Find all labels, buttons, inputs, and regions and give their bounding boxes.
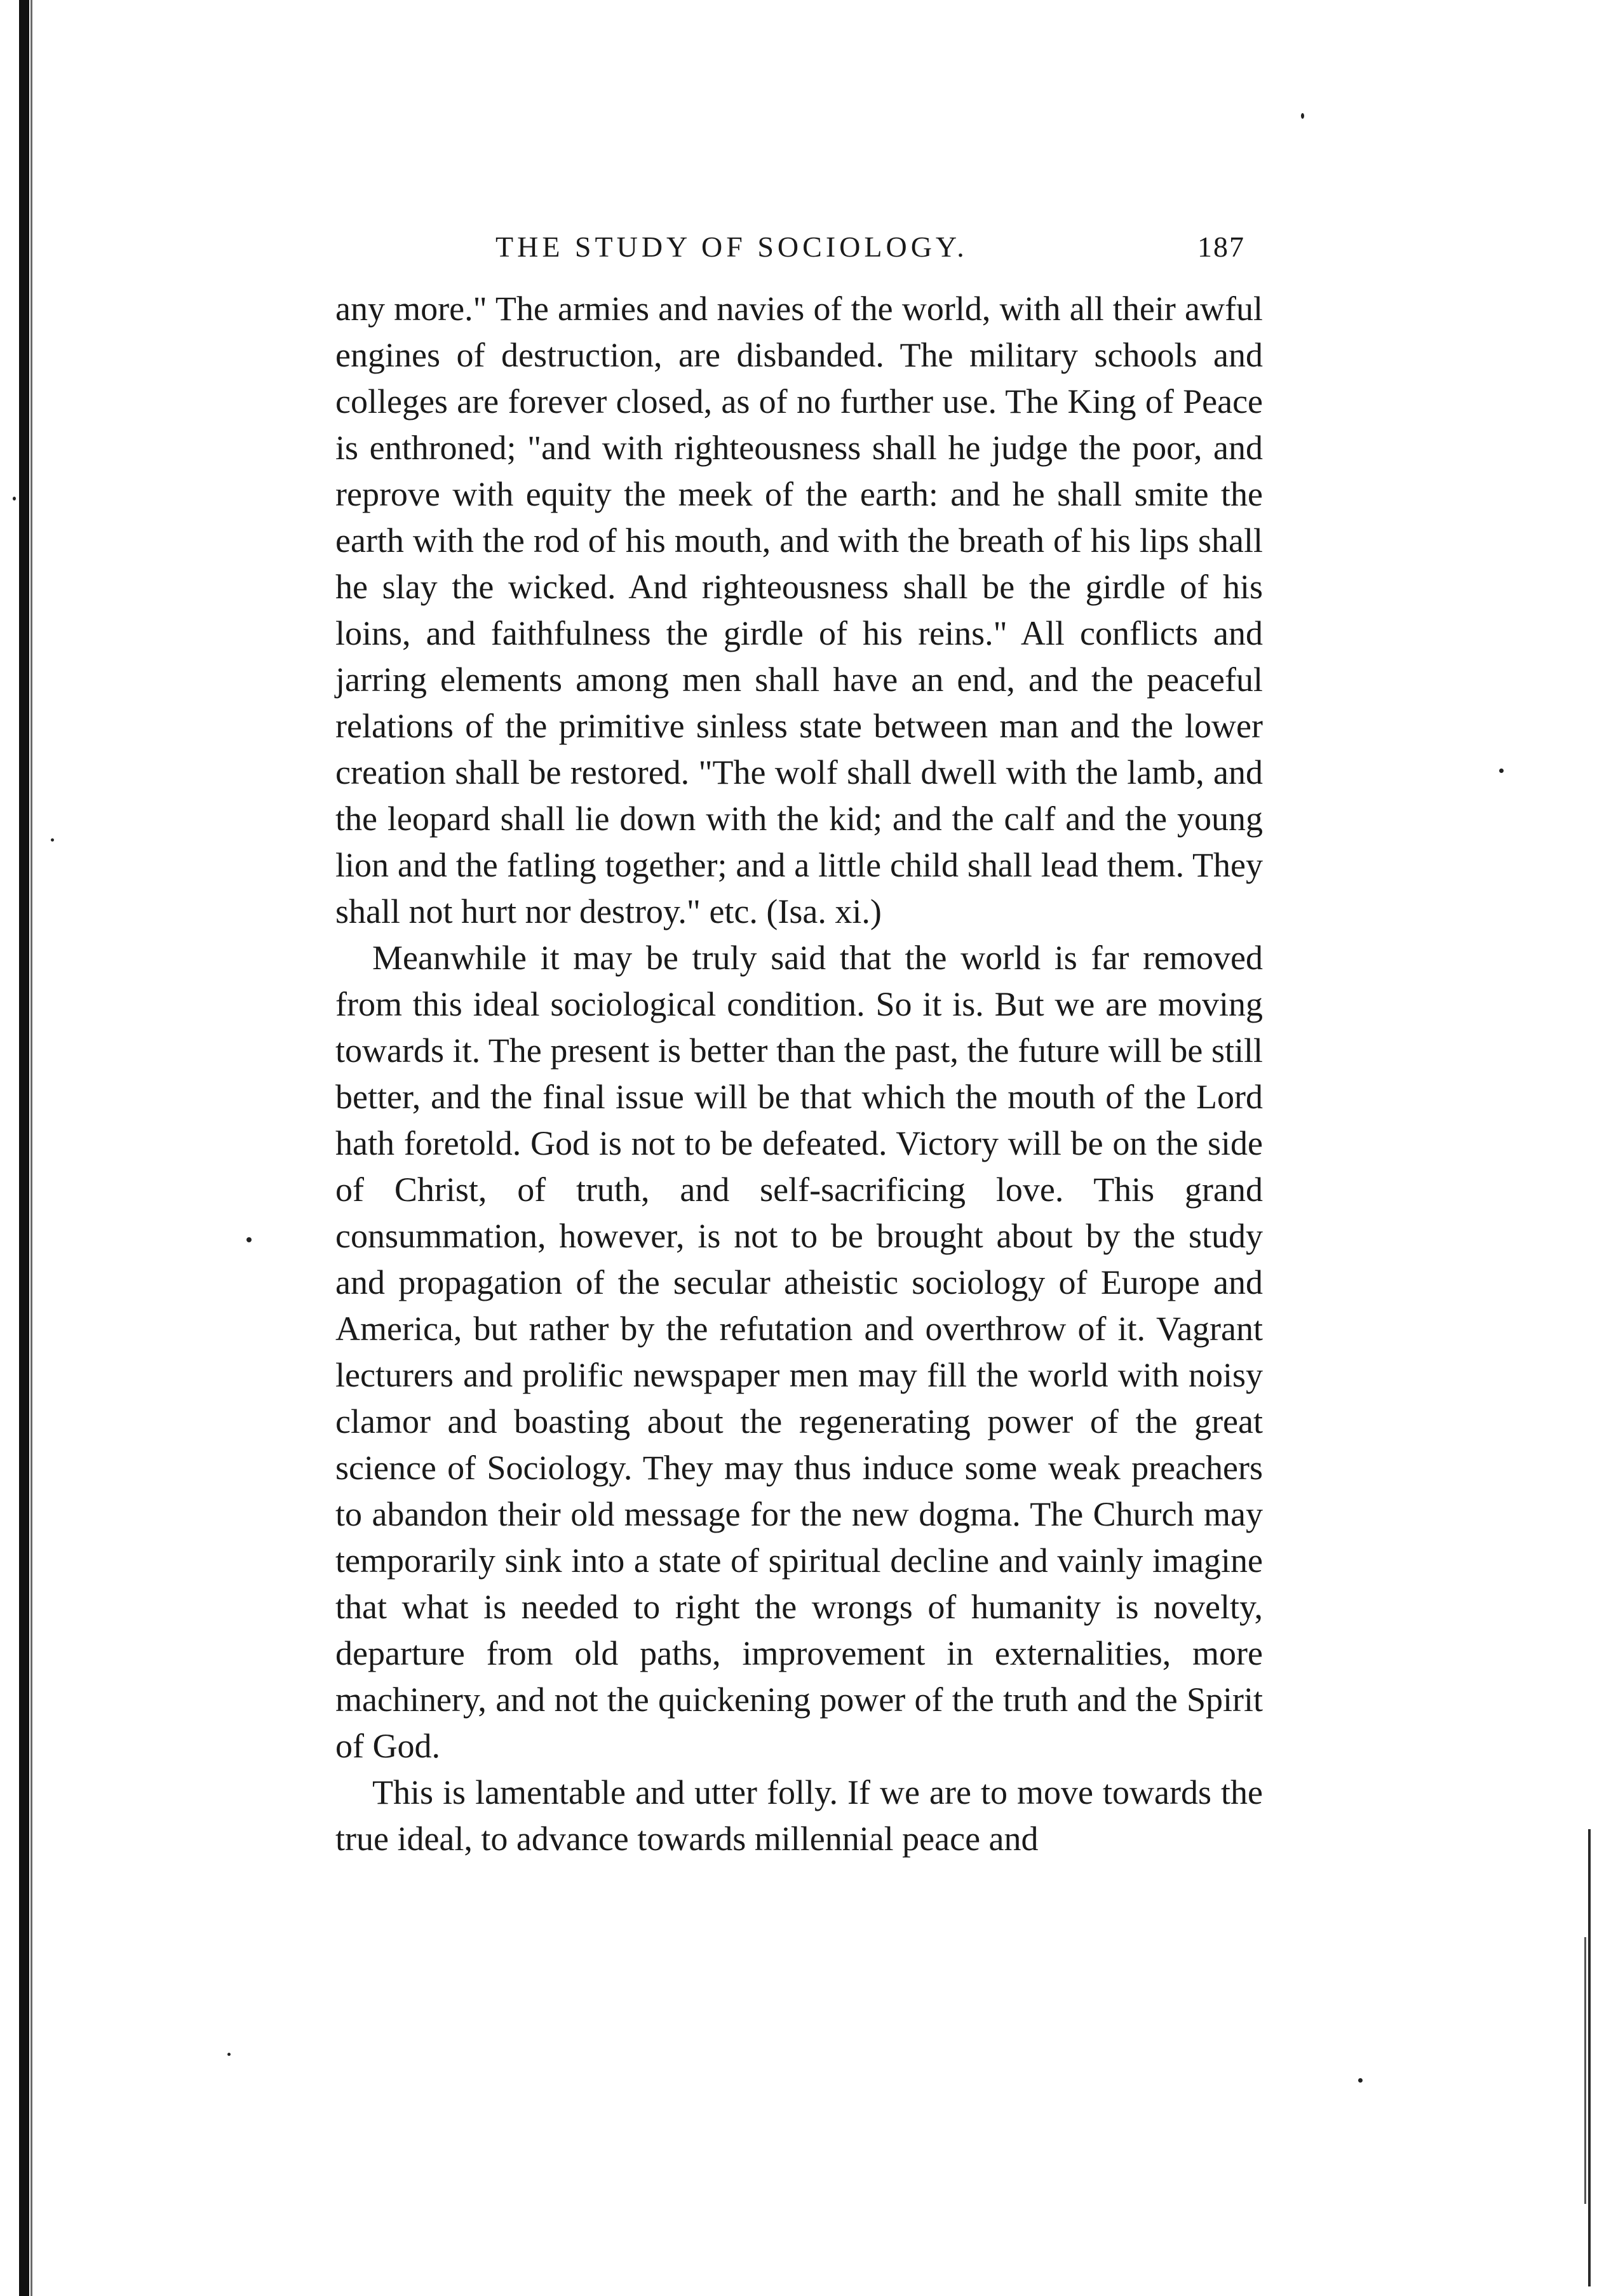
scan-speck bbox=[13, 497, 16, 500]
scan-speck bbox=[1499, 769, 1504, 773]
paragraph-3: This is lamentable and utter folly. If we are to move towards the true ideal, to advance towards millennial peace and bbox=[335, 1773, 1263, 1858]
binding-edge bbox=[19, 0, 29, 2296]
body-text bbox=[335, 286, 1263, 1862]
scan-edge-noise-secondary bbox=[1584, 1937, 1586, 2204]
page-number: 187 bbox=[1197, 231, 1245, 263]
scan-speck bbox=[1301, 113, 1304, 119]
paragraph-1: any more." The armies and navies of the world, with all their awful engines of destruction, are disbanded. The military schools and colleges are forever closed, as of no further use. The King of Peace is enthroned; "and with righteousness shall he judge the poor, and reprove with equity the meek of the earth: and he shall smite the earth with the rod of his mouth, and with the breath of his lips shall he slay the wicked. And righteousness shall be the girdle of his loins, and faithfulness the girdle of his reins." All conflicts and jarring elements among men shall have an end, and the peaceful relations of the primitive sinless state between man and the lower creation shall be restored. "The wolf shall dwell with the lamb, and the leopard shall lie down with the kid; and the calf and the young lion and the fatling together; and a little child shall lead them. They shall not hurt nor destroy." etc. (Isa. xi.) bbox=[335, 290, 1263, 930]
running-head: THE STUDY OF SOCIOLOGY. bbox=[495, 231, 968, 263]
scan-edge-noise bbox=[1588, 1829, 1591, 2286]
scan-speck bbox=[51, 838, 54, 842]
binding-edge-shadow bbox=[30, 0, 32, 2296]
paragraph-2: Meanwhile it may be truly said that the world is far removed from this ideal sociological condition. So it is. But we are moving towards it. The present is better than the past, the future will be still better, and the final issue will be that which the mouth of the Lord hath foretold. God is not to be defeated. Victory will be on the side of Christ, of truth, and self-sacrificing love. This grand consummation, however, is not to be brought about by the study and propagation of the secular atheistic sociology of Europe and America, but rather by the refutation and overthrow of it. Vagrant lecturers and prolific newspaper men may fill the world with noisy clamor and boasting about the regenerating power of the great science of Sociology. They may thus induce some weak preachers to abandon their old message for the new dogma. The Church may temporarily sink into a state of spiritual decline and vainly imagine that what is needed to right the wrongs of humanity is novelty, departure from old paths, improvement in externalities, more machinery, and not the quickening power of the truth and the Spirit of God. bbox=[335, 939, 1263, 1765]
page-header bbox=[495, 230, 1245, 274]
scan-speck bbox=[246, 1237, 252, 1242]
scan-speck bbox=[1358, 2078, 1363, 2083]
scan-speck bbox=[227, 2053, 231, 2056]
